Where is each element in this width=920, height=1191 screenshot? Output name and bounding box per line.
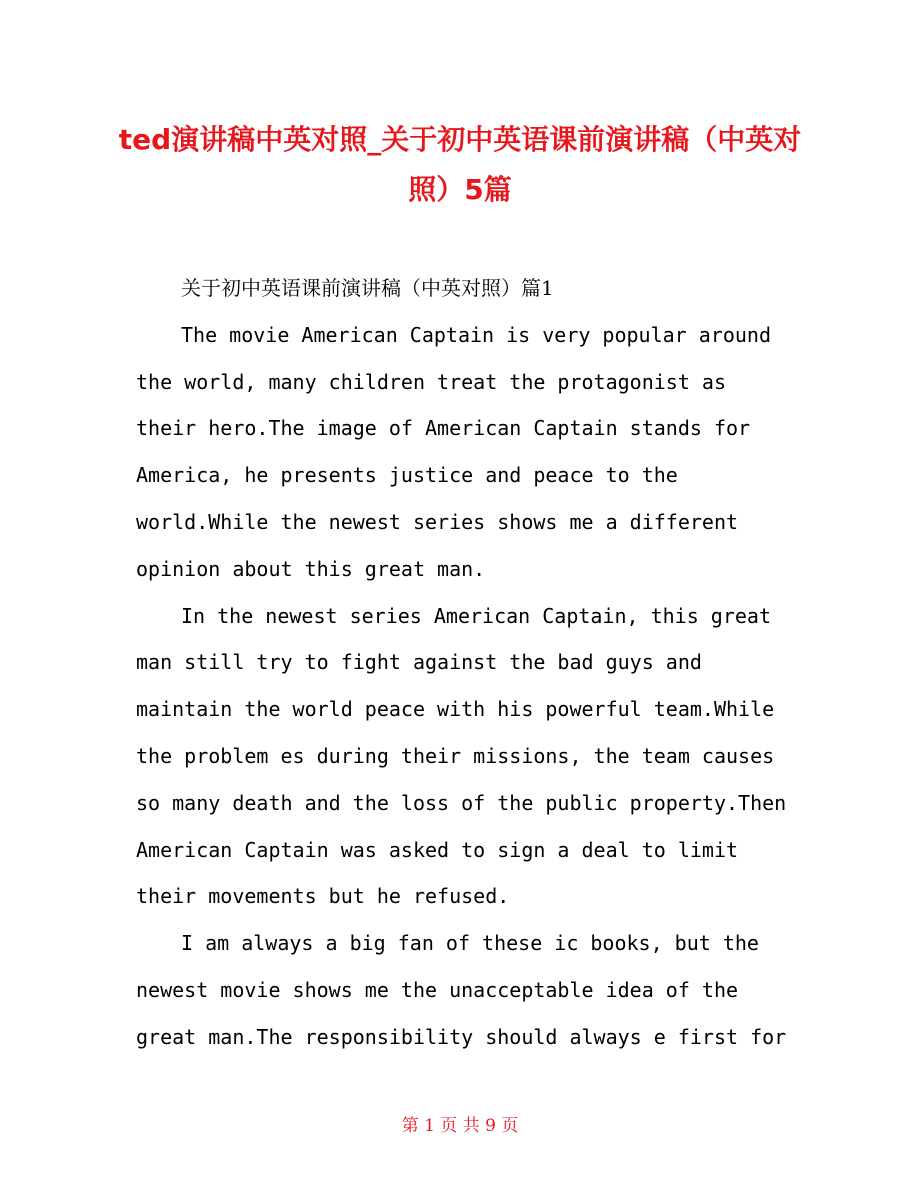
document-body bbox=[136, 265, 796, 1061]
document-title: ted演讲稿中英对照_关于初中英语课前演讲稿（中英对照）5篇 bbox=[118, 123, 802, 206]
paragraph-3: I am always a big fan of these ic books, but the newest movie shows me the unacceptable idea of the great man.The responsibility should always e first for bbox=[136, 931, 787, 1049]
paragraph-1: The movie American Captain is very popular around the world, many children treat the protagonist as their hero.The image of American Captain stands for America, he presents justice and peace to the world.While the newest series shows me a different opinion about this great man. bbox=[136, 322, 772, 581]
paragraph-2: In the newest series American Captain, this great man still try to fight against the bad guys and maintain the world peace with his powerful team.While the problem es during their missions, the team causes so many death and the loss of the public property.Then American Captain was asked to sign a deal to limit their movements but he refused. bbox=[136, 603, 787, 909]
section-heading: 关于初中英语课前演讲稿（中英对照）篇1 bbox=[181, 276, 554, 300]
page-number-footer: 第 1 页 共 9 页 bbox=[401, 1116, 519, 1136]
